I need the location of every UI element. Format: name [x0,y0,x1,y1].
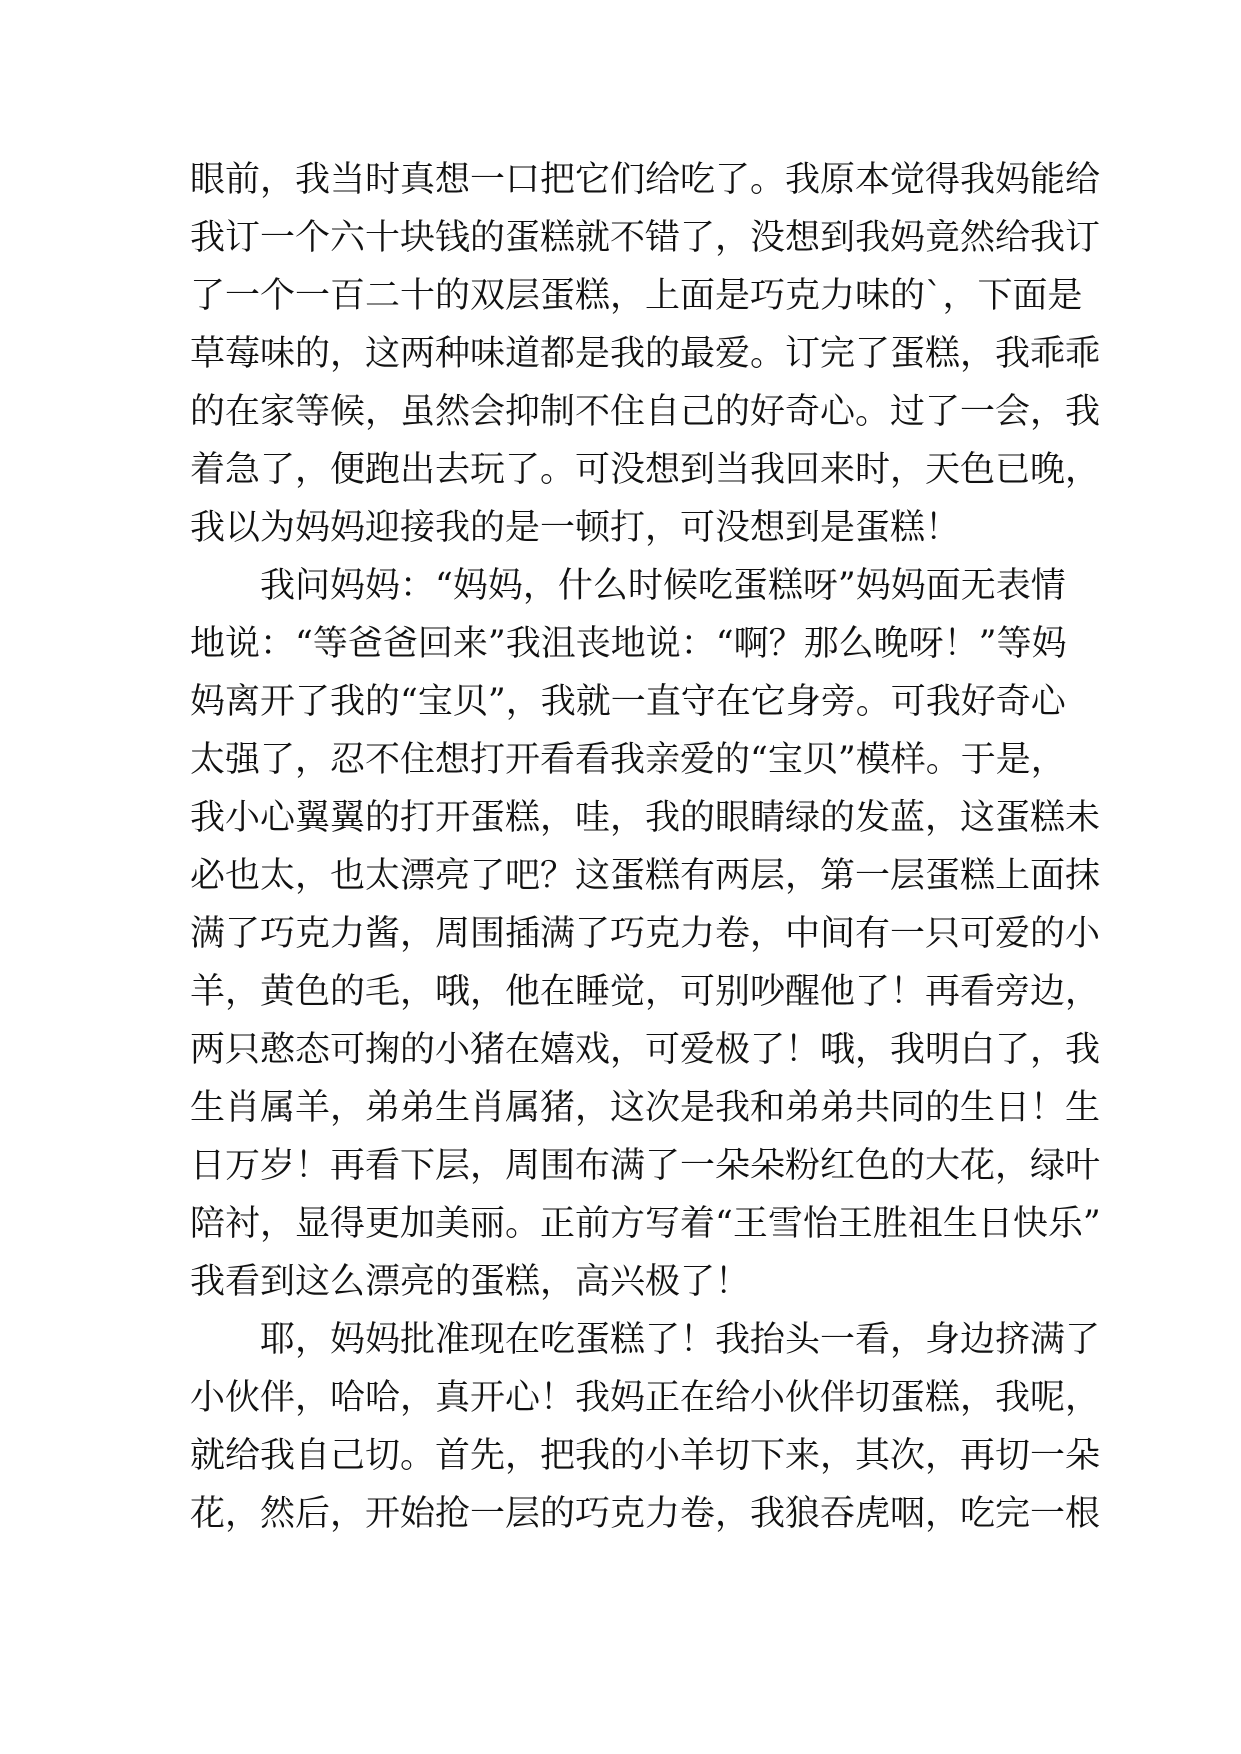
paragraph-2-line-6: 必也太，也太漂亮了吧？这蛋糕有两层，第一层蛋糕上面抹 [190,856,1101,896]
paragraph-2-line-11: 日万岁！再看下层，周围布满了一朵朵粉红色的大花，绿叶 [190,1146,1101,1186]
paragraph-2-line-7: 满了巧克力酱，周围插满了巧克力卷，中间有一只可爱的小 [190,914,1101,954]
paragraph-1-line-3: 了一个一百二十的双层蛋糕，上面是巧克力味的`，下面是 [190,276,1083,316]
paragraph-3-line-4: 花，然后，开始抢一层的巧克力卷，我狼吞虎咽，吃完一根 [190,1494,1101,1534]
paragraph-2-line-13: 我看到这么漂亮的蛋糕，高兴极了！ [190,1262,751,1302]
paragraph-1-line-1: 眼前，我当时真想一口把它们给吃了。我原本觉得我妈能给 [190,160,1101,200]
paragraph-1-line-7: 我以为妈妈迎接我的是一顿打，可没想到是蛋糕！ [190,508,961,548]
paragraph-3-line-3: 就给我自己切。首先，把我的小羊切下来，其次，再切一朵 [190,1436,1101,1476]
paragraph-1-line-2: 我订一个六十块钱的蛋糕就不错了，没想到我妈竟然给我订 [190,218,1101,258]
paragraph-2-line-4: 太强了，忍不住想打开看看我亲爱的“宝贝”模样。于是， [190,740,1066,780]
paragraph-2-line-9: 两只憨态可掬的小猪在嬉戏，可爱极了！哦，我明白了，我 [190,1030,1101,1070]
paragraph-1-line-4: 草莓味的，这两种味道都是我的最爱。订完了蛋糕，我乖乖 [190,334,1101,374]
paragraph-2-line-10: 生肖属羊，弟弟生肖属猪，这次是我和弟弟共同的生日！生 [190,1088,1101,1128]
paragraph-1-line-6: 着急了，便跑出去玩了。可没想到当我回来时，天色已晚， [190,450,1101,490]
paragraph-2-line-8: 羊，黄色的毛，哦，他在睡觉，可别吵醒他了！再看旁边， [190,972,1101,1012]
paragraph-3-line-2: 小伙伴，哈哈，真开心！我妈正在给小伙伴切蛋糕，我呢， [190,1378,1101,1418]
paragraph-2-line-3: 妈离开了我的“宝贝”，我就一直守在它身旁。可我好奇心 [190,682,1066,722]
paragraph-2-line-1: 我问妈妈：“妈妈，什么时候吃蛋糕呀”妈妈面无表情 [260,566,1066,606]
paragraph-3-line-1: 耶，妈妈批准现在吃蛋糕了！我抬头一看，身边挤满了 [260,1320,1101,1360]
paragraph-2-line-2: 地说：“等爸爸回来”我沮丧地说：“啊？那么晚呀！”等妈 [190,624,1067,664]
paragraph-2-line-12: 陪衬，显得更加美丽。正前方写着“王雪怡王胜祖生日快乐” [190,1204,1101,1244]
paragraph-1-line-5: 的在家等候，虽然会抑制不住自己的好奇心。过了一会，我 [190,392,1101,432]
paragraph-2-line-5: 我小心翼翼的打开蛋糕，哇，我的眼睛绿的发蓝，这蛋糕未 [190,798,1101,838]
